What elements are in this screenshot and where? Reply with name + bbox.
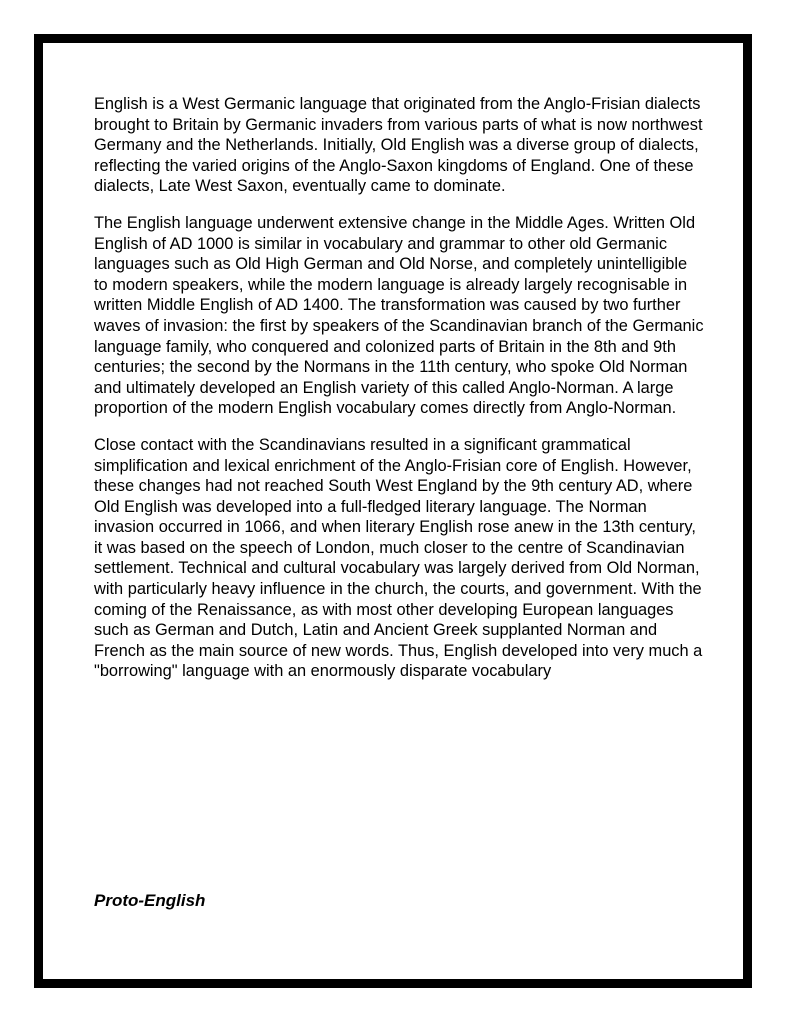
paragraph-3: Close contact with the Scandinavians resulted in a significant grammatical simplification and lexical enrichment of the Anglo-Frisian core of English. However, these changes had not reached South West England by the 9th century AD, where Old English was developed into a full-fledged literary language. The Norman invasion occurred in 1066, and when literary English rose anew in the 13th century, it was based on the speech of London, much closer to the centre of Scandinavian settlement. Technical and cultural vocabulary was largely derived from Old Norman, with particularly heavy influence in the church, the courts, and government. With the coming of the Renaissance, as with most other developing European languages such as German and Dutch, Latin and Ancient Greek supplanted Norman and French as the main source of new words. Thus, English developed into very much a "borrowing" language with an enormously disparate vocabulary bbox=[94, 435, 703, 681]
section-heading: Proto-English bbox=[94, 891, 206, 910]
paragraph-2: The English language underwent extensive change in the Middle Ages. Written Old English of AD 1000 is similar in vocabulary and grammar to other old Germanic languages such as Old High German and Old Norse, and completely unintelligible to modern speakers, while the modern language is already largely recognisable in written Middle English of AD 1400. The transformation was caused by two further waves of invasion: the first by speakers of the Scandinavian branch of the Germanic language family, who conquered and colonized parts of Britain in the 8th and 9th centuries; the second by the Normans in the 11th century, who spoke Old Norman and ultimately developed an English variety of this called Anglo-Norman. A large proportion of the modern English vocabulary comes directly from Anglo-Norman. bbox=[94, 213, 704, 418]
document-body bbox=[94, 94, 704, 698]
paragraph-1: English is a West Germanic language that originated from the Anglo-Frisian dialects brought to Britain by Germanic invaders from various parts of what is now northwest Germany and the Netherlands. Initially, Old English was a diverse group of dialects, reflecting the varied origins of the Anglo-Saxon kingdoms of England. One of these dialects, Late West Saxon, eventually came to dominate. bbox=[94, 95, 703, 196]
